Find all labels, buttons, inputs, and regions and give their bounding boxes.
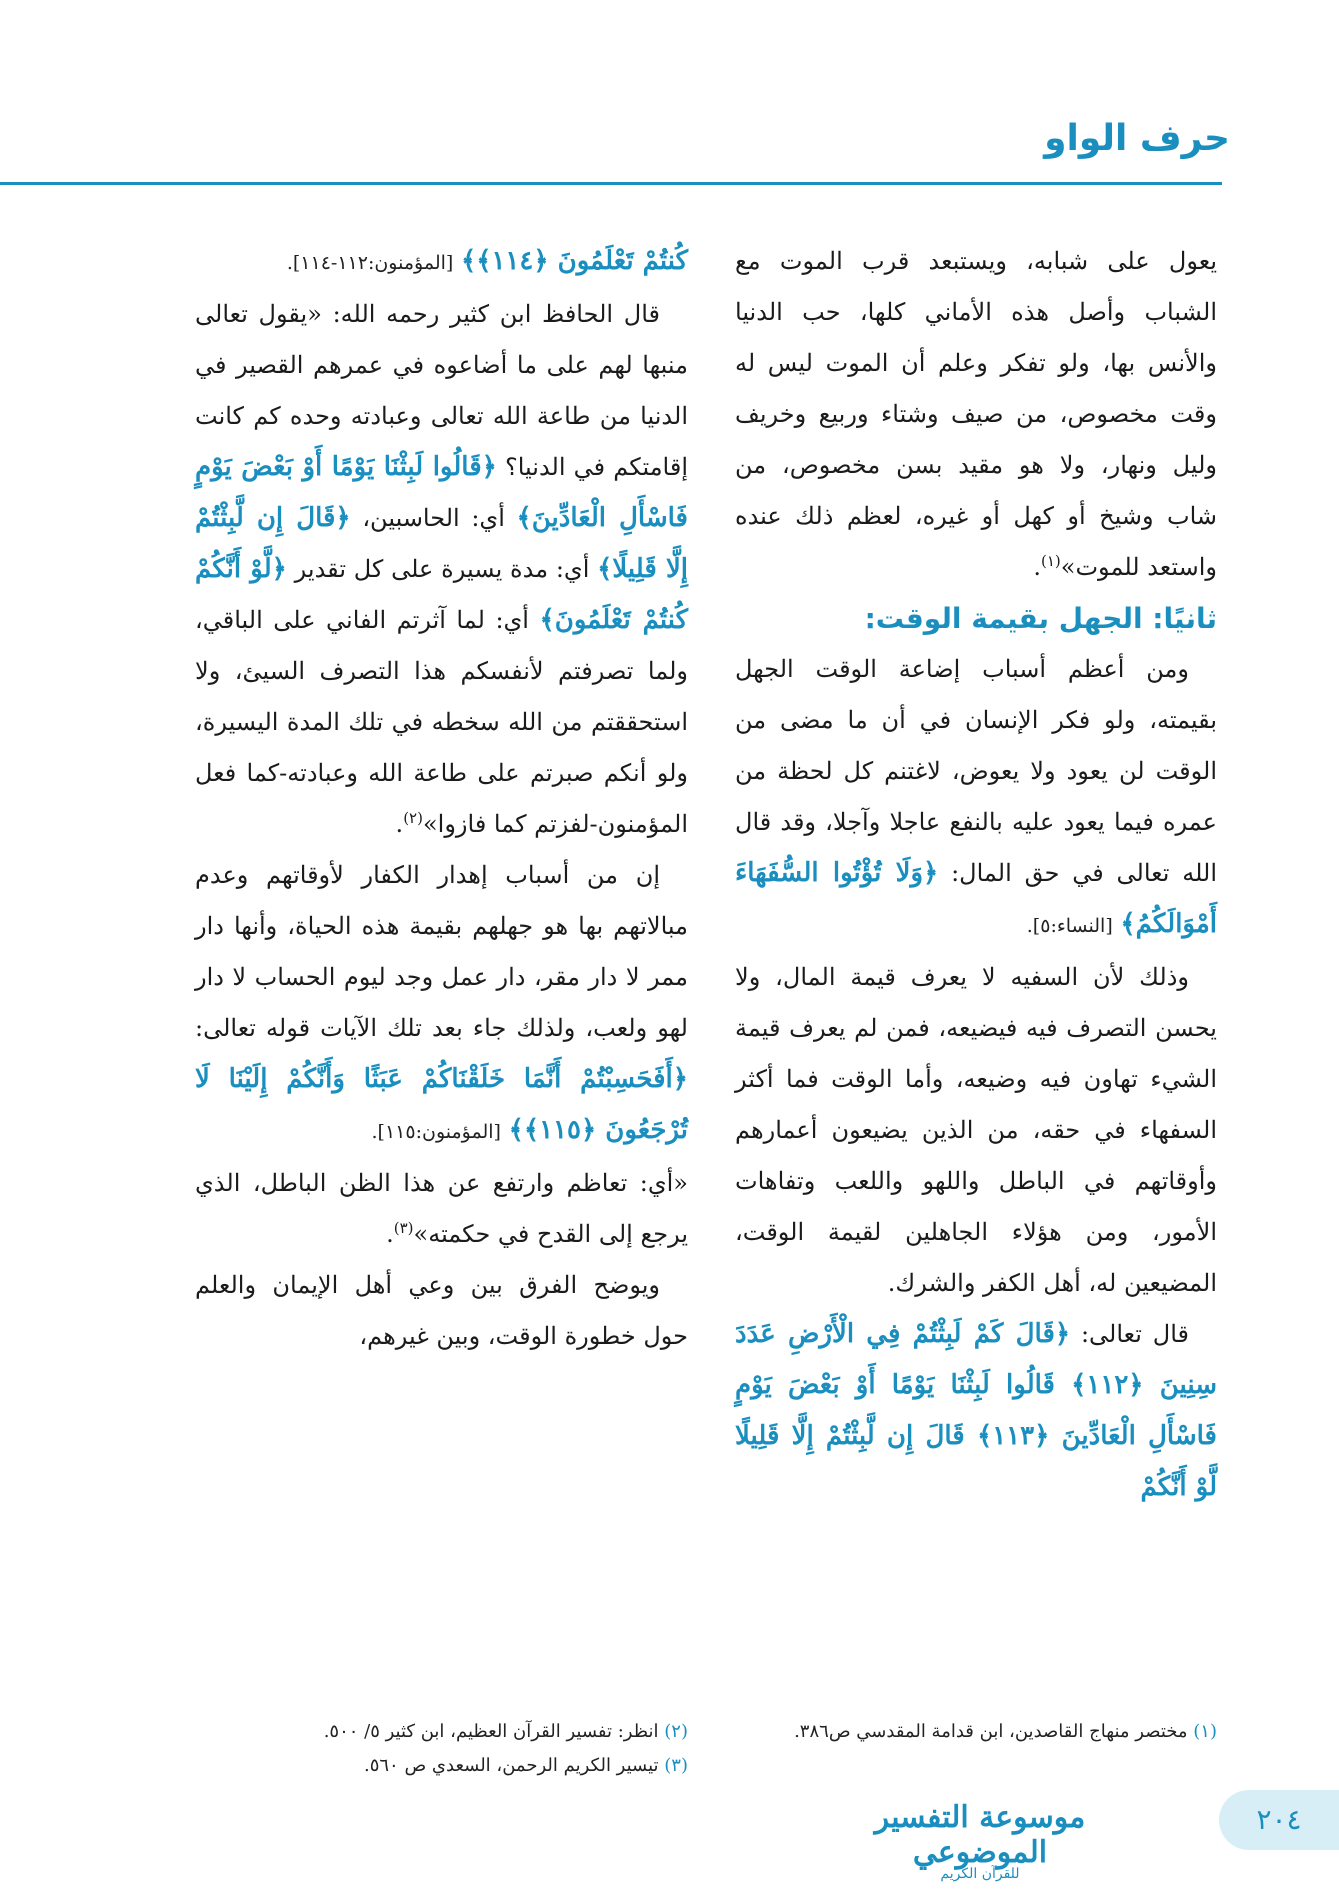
left-p2-text-a: قال الحافظ ابن كثير رحمه الله: «يقول تعالى منبها لهم على ما أضاعوه في عمرهم القصير في الدنيا من طاعة الله تعالى وعبادته وحده كم كانت إقامتكم في الدنيا؟ [195, 300, 688, 481]
left-p2-end: . [395, 810, 404, 838]
footnote-2 [195, 1715, 688, 1749]
footnote-number: (٢) [664, 1721, 688, 1742]
left-p3-text: إن من أسباب إهدار الكفار لأوقاتهم وعدم مبالاتهم بها هو جهلهم بقيمة هذه الحياة، وأنها دار ممر لا دار مقر، دار عمل وجد ليوم الحساب لا دار لهو ولعب، ولذلك جاء بعد تلك الآيات قوله تعالى: [195, 861, 688, 1042]
footnotes-right [735, 1715, 1217, 1749]
quran-verse: كُنتُمْ تَعْلَمُونَ ﴿١١٤﴾﴾ [460, 246, 688, 276]
footnote-number: (٣) [664, 1755, 688, 1776]
left-p2-text-b: أي: الحاسبين، [362, 504, 505, 532]
quran-verse: ﴿قَالَ إِن لَّبِثْتُمْ إِلَّا قَلِيلًا﴾ [195, 503, 689, 584]
left-p2-text-d: أي: لما آثرتم الفاني على الباقي، ولما تصرفتم لأنفسكم هذا التصرف السيئ، ولا استحققتم من الله سخطه في تلك المدة اليسيرة، ولو أنكم صبرتم على طاعة الله وعبادته-كما فعل المؤمنون-لفزتم كما فازوا» [195, 606, 688, 838]
quran-verse: ﴿قَالَ كَمْ لَبِثْتُمْ فِي الْأَرْضِ عَدَدَ سِنِينَ ﴿١١٢﴾ قَالُوا لَبِثْنَا يَوْمًا أَوْ بَعْضَ يَوْمٍ فَاسْأَلِ الْعَادِّينَ ﴿١١٣﴾ قَالَ إِن لَّبِثْتُمْ إِلَّا قَلِيلًا لَّوْ أَنَّكُمْ [735, 1319, 1217, 1502]
right-paragraph-4 [735, 1309, 1217, 1513]
left-paragraph-3 [195, 850, 688, 1158]
left-paragraph-1 [195, 236, 688, 289]
section-heading: ثانيًا: الجهل بقيمة الوقت: [864, 602, 1217, 635]
page-header-title: حرف الواو [1044, 118, 1230, 159]
right-column [735, 236, 1217, 1513]
right-paragraph-1 [735, 236, 1217, 593]
right-p4-intro: قال تعالى: [1080, 1320, 1189, 1348]
footnote-marker-3[interactable]: (٣) [393, 1219, 414, 1237]
footnote-number: (١) [1193, 1721, 1217, 1742]
left-p2-text-c: أي: مدة يسيرة على كل تقدير [294, 555, 590, 583]
logo-title: موسوعة التفسير الموضوعي [874, 1800, 1086, 1870]
right-paragraph-3: وذلك لأن السفيه لا يعرف قيمة المال، ولا يحسن التصرف فيه فيضيعه، فمن لم يعرف قيمة الشيء تهاون فيه وضيعه، وأما الوقت فما أكثر السفهاء في حقه، من الذين يضيعون أعمارهم وأوقاتهم في الباطل واللهو واللعب وتفاهات الأمور، ومن هؤلاء الجاهلين لقيمة الوقت، المضيعين له، أهل الكفر والشرك. [735, 963, 1217, 1297]
page-number-badge: ٢٠٤ [1219, 1790, 1339, 1850]
footnote-text: تيسير الكريم الرحمن، السعدي ص ٥٦٠. [363, 1755, 659, 1776]
right-paragraph-2 [735, 644, 1217, 952]
footnote-marker-2[interactable]: (٢) [403, 809, 423, 827]
header-rule [0, 182, 1222, 185]
footnote-marker-1[interactable]: (١) [1040, 552, 1061, 570]
left-paragraph-4 [195, 1158, 688, 1260]
left-paragraph-5: ويوضح الفرق بين وعي أهل الإيمان والعلم حول خطورة الوقت، وبين غيرهم، [195, 1271, 688, 1350]
left-paragraph-2 [195, 289, 688, 850]
footnotes-left [195, 1715, 688, 1783]
verse-reference: [المؤمنون:١١٥]. [371, 1121, 501, 1143]
right-p1-text: يعول على شبابه، ويستبعد قرب الموت مع الشباب وأصل هذه الأماني كلها، حب الدنيا والأنس بها، ولو تفكر وعلم أن الموت ليس له وقت مخصوص، من صيف وشتاء وربيع وخريف وليل ونهار، ولا هو مقيد بسن مخصوص، من شاب وشيخ أو كهل أو غيره، لعظم ذلك عنده واستعد للموت» [735, 247, 1217, 581]
quran-verse: ﴿قَالُوا لَبِثْنَا يَوْمًا أَوْ بَعْضَ يَوْمٍ فَاسْأَلِ الْعَادِّينَ﴾ [195, 452, 688, 533]
quran-verse: ﴿أَفَحَسِبْتُمْ أَنَّمَا خَلَقْنَاكُمْ عَبَثًا وَأَنَّكُمْ إِلَيْنَا لَا تُرْجَعُونَ ﴿١١٥﴾﴾ [195, 1064, 688, 1145]
footnote-text: انظر: تفسير القرآن العظيم، ابن كثير ٥/ ٥٠٠. [323, 1721, 659, 1742]
left-p4-text: «أي: تعاظم وارتفع عن هذا الظن الباطل، الذي يرجع إلى القدح في حكمته» [195, 1169, 688, 1248]
logo-subtitle: للقرآن الكريم [940, 1866, 1020, 1882]
left-column [195, 236, 688, 1362]
encyclopedia-logo [870, 1800, 1090, 1882]
footnote-text: مختصر منهاج القاصدين، ابن قدامة المقدسي ص٣٨٦. [794, 1721, 1188, 1742]
quran-verse: ﴿لَّوْ أَنَّكُمْ كُنتُمْ تَعْلَمُونَ﴾ [195, 554, 688, 635]
quran-verse: ﴿وَلَا تُؤْتُوا السُّفَهَاءَ أَمْوَالَكُمُ﴾ [735, 858, 1217, 939]
verse-reference: [المؤمنون:١١٢-١١٤]. [286, 252, 454, 274]
verse-reference: [النساء:٥]. [1026, 915, 1113, 937]
right-p1-end: . [1033, 553, 1041, 581]
left-p4-end: . [386, 1220, 394, 1248]
footnote-1 [735, 1715, 1217, 1749]
footnote-3 [195, 1749, 688, 1783]
right-p2-text: ومن أعظم أسباب إضاعة الوقت الجهل بقيمته، ولو فكر الإنسان في أن ما مضى من الوقت لن يعود ولا يعوض، لاغتنم كل لحظة من عمره فيما يعود عليه بالنفع عاجلا وآجلا، وقد قال الله تعالى في حق المال: [735, 655, 1217, 887]
